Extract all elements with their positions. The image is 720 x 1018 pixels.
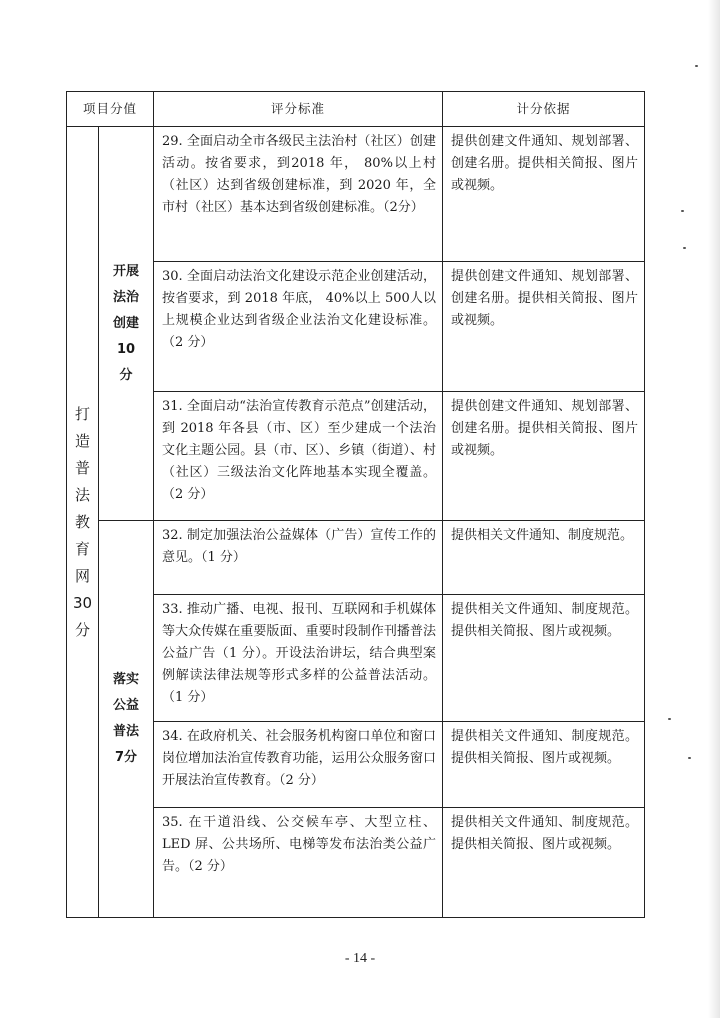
subcategory-cell (99, 521, 154, 918)
scan-speck (668, 718, 671, 720)
criteria-cell: 32. 制定加强法治公益媒体（广告）宣传工作的意见。（1 分） (154, 521, 443, 595)
criteria-cell: 33. 推动广播、电视、报刊、互联网和手机媒体等大众传媒在重要版面、重要时段制作刊播普法公益广告（1 分）。开设法治讲坛，结合典型案例解读法律法规等形式多样的公益普法活动。（1 分） (154, 595, 443, 722)
header-criteria: 评分标准 (154, 92, 443, 127)
scan-speck (688, 757, 691, 759)
basis-cell: 提供相关文件通知、制度规范。提供相关简报、图片或视频。 (443, 595, 645, 722)
basis-cell: 提供创建文件通知、规划部署、创建名册。提供相关简报、图片或视频。 (443, 392, 645, 521)
basis-cell: 提供创建文件通知、规划部署、创建名册。提供相关简报、图片或视频。 (443, 262, 645, 392)
criteria-cell: 35. 在干道沿线、公交候车亭、大型立柱、LED 屏、公共场所、电梯等发布法治类公益广告。（2 分） (154, 808, 443, 918)
subcategory-label: 开展法治创建10分 (112, 263, 139, 383)
basis-cell: 提供相关文件通知、制度规范。提供相关简报、图片或视频。 (443, 722, 645, 808)
basis-cell: 提供相关文件通知、制度规范。 (443, 521, 645, 595)
table-row (67, 127, 645, 262)
table-row (67, 392, 645, 521)
category-label: 打造普法教育网30分 (72, 404, 93, 639)
category-cell (67, 127, 99, 918)
basis-cell: 提供相关文件通知、制度规范。提供相关简报、图片或视频。 (443, 808, 645, 918)
scoring-table (66, 91, 645, 918)
page-number: - 14 - (344, 951, 376, 966)
table-row (67, 595, 645, 722)
page-edge-shadow (708, 0, 720, 1018)
criteria-cell: 34. 在政府机关、社会服务机构窗口单位和窗口岗位增加法治宣传教育功能，运用公众服务窗口开展法治宣传教育。（2 分） (154, 722, 443, 808)
criteria-cell: 29. 全面启动全市各级民主法治村（社区）创建活动。按省要求，到2018 年， 80%以上村（社区）达到省级创建标准，到 2020 年，全市村（社区）基本达到省级创建标准。（2分） (154, 127, 443, 262)
criteria-cell: 31. 全面启动“法治宣传教育示范点”创建活动，到 2018 年各县（市、区）至少建成一个法治文化主题公园。县（市、区）、乡镇（街道）、村（社区）三级法治文化阵地基本实现全覆盖。（2 分） (154, 392, 443, 521)
criteria-cell: 30. 全面启动法治文化建设示范企业创建活动，按省要求，到 2018 年底， 40%以上 500人以上规模企业达到省级企业法治文化建设标准。（2 分） (154, 262, 443, 392)
subcategory-label: 落实公益普法7分 (112, 672, 139, 765)
scan-speck (695, 65, 698, 67)
table-header-row (67, 92, 645, 127)
scan-speck (681, 210, 684, 212)
table-row (67, 808, 645, 918)
subcategory-cell (99, 127, 154, 521)
table-row (67, 722, 645, 808)
scan-speck (683, 247, 686, 249)
table-row (67, 521, 645, 595)
table-row (67, 262, 645, 392)
header-project-score: 项目分值 (67, 92, 154, 127)
basis-cell: 提供创建文件通知、规划部署、创建名册。提供相关简报、图片或视频。 (443, 127, 645, 262)
header-basis: 计分依据 (443, 92, 645, 127)
